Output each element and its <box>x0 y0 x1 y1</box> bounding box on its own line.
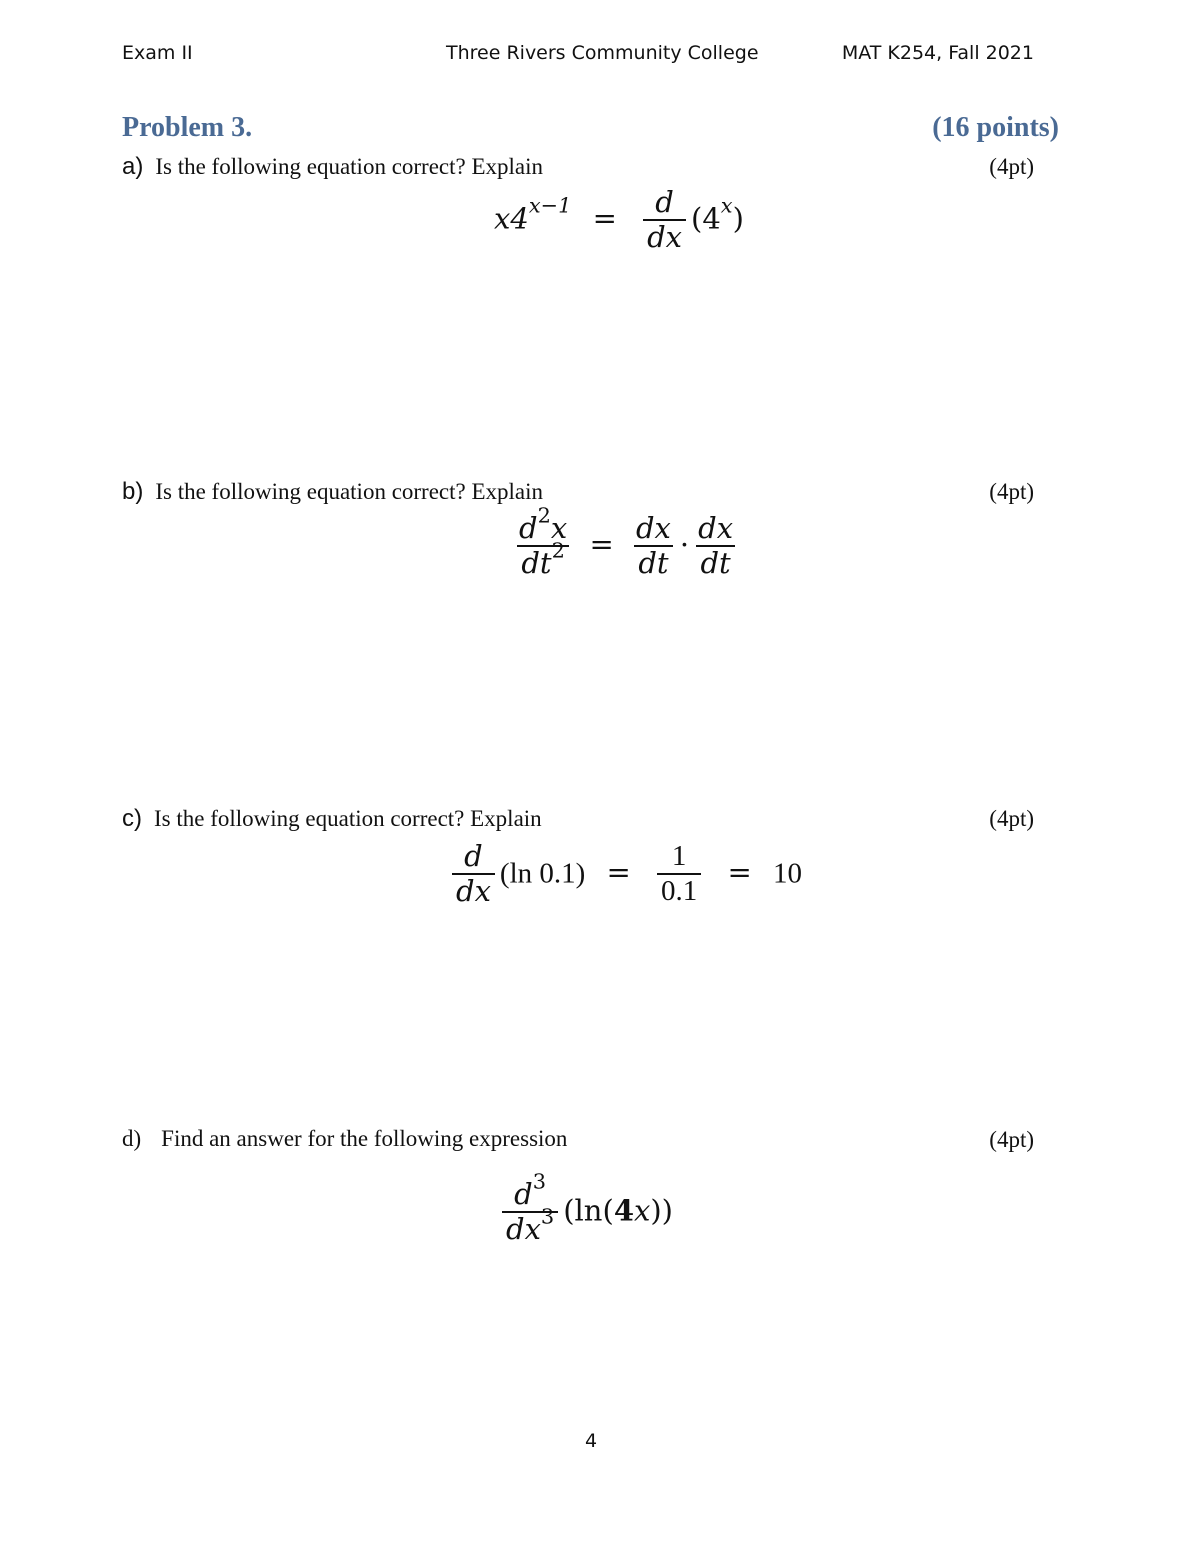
eq-b-fraction-2 <box>694 512 737 581</box>
problem-total-points: (16 points) <box>932 112 1059 143</box>
question-d-points: (4pt) <box>989 1127 1034 1152</box>
question-b-points: (4pt) <box>989 479 1034 504</box>
eq-c-fraction-2 <box>657 840 701 909</box>
eq-b-lhs-num-exponent: 2 <box>537 503 551 528</box>
expr-d-variable: x <box>634 1193 651 1228</box>
eq-a-equals: = <box>592 201 617 236</box>
eq-a-frac-numerator: d <box>655 185 674 219</box>
eq-c-f1-numerator: d <box>464 839 483 873</box>
page-number: 4 <box>585 1430 598 1452</box>
eq-c-f2-denominator: 0.1 <box>657 873 701 908</box>
expr-d-open: (ln( <box>563 1193 614 1228</box>
eq-b-lhs-num-var: x <box>550 511 568 545</box>
eq-b-lhs-fraction <box>515 503 571 581</box>
header-exam-label: Exam II <box>122 42 193 64</box>
expr-d-den-dx: dx <box>506 1212 541 1247</box>
expr-d-num-d: d <box>514 1177 533 1211</box>
eq-c-f1-denominator: dx <box>452 873 495 908</box>
eq-b-f2-denominator: dt <box>696 545 734 580</box>
equation-b <box>510 503 742 581</box>
eq-a-rhs-base: (4 <box>691 201 721 236</box>
header-college-name: Three Rivers Community College <box>446 42 759 64</box>
expr-d-num-exponent: 3 <box>532 1169 547 1194</box>
question-letter: d) <box>122 1126 142 1151</box>
eq-c-result: 10 <box>773 857 803 890</box>
expr-d-fraction <box>502 1169 558 1247</box>
question-prompt: Is the following equation correct? Explain <box>155 479 544 504</box>
equation-a <box>494 186 744 255</box>
eq-a-rhs-close: ) <box>732 201 744 236</box>
eq-c-equals-2: = <box>727 855 752 890</box>
expr-d-close: )) <box>650 1193 673 1228</box>
eq-b-lhs-den-exponent: 2 <box>551 538 565 563</box>
question-a-points: (4pt) <box>989 154 1034 179</box>
eq-b-dot: · <box>679 527 690 562</box>
question-letter: c) <box>122 805 142 832</box>
eq-a-fraction <box>643 186 686 255</box>
question-letter: b) <box>122 478 144 505</box>
eq-b-f2-numerator: dx <box>698 511 734 545</box>
eq-b-equals: = <box>589 527 614 562</box>
eq-a-lhs-base: x4 <box>494 201 529 236</box>
problem-title: Problem 3. <box>122 112 253 143</box>
eq-c-f2-numerator: 1 <box>671 840 687 872</box>
header-course-term: MAT K254, Fall 2021 <box>841 42 1034 64</box>
question-a <box>122 153 543 181</box>
question-c <box>122 805 542 833</box>
expr-d-coefficient: 4 <box>613 1193 634 1228</box>
question-b <box>122 478 543 506</box>
expr-d-den-exponent: 3 <box>540 1204 555 1229</box>
eq-b-fraction-1 <box>632 512 675 581</box>
question-d <box>122 1126 567 1152</box>
question-letter: a) <box>122 153 144 180</box>
eq-b-f1-numerator: dx <box>635 511 671 545</box>
expression-d <box>497 1169 673 1247</box>
eq-c-argument: (ln 0.1) <box>499 857 586 890</box>
eq-c-fraction-1 <box>452 840 495 909</box>
eq-a-rhs-exponent: x <box>720 193 733 218</box>
eq-b-lhs-den-dt: dt <box>521 546 552 581</box>
eq-a-lhs-exponent: x−1 <box>528 193 572 218</box>
question-c-points: (4pt) <box>989 806 1034 831</box>
equation-c <box>447 840 802 909</box>
question-prompt: Is the following equation correct? Explain <box>154 806 542 831</box>
question-prompt: Find an answer for the following expression <box>161 1126 568 1151</box>
eq-a-frac-denominator: dx <box>643 219 686 254</box>
eq-b-f1-denominator: dt <box>634 545 672 580</box>
eq-c-equals-1: = <box>606 855 631 890</box>
question-prompt: Is the following equation correct? Explain <box>155 154 544 179</box>
eq-b-lhs-num-d: d <box>519 511 538 545</box>
